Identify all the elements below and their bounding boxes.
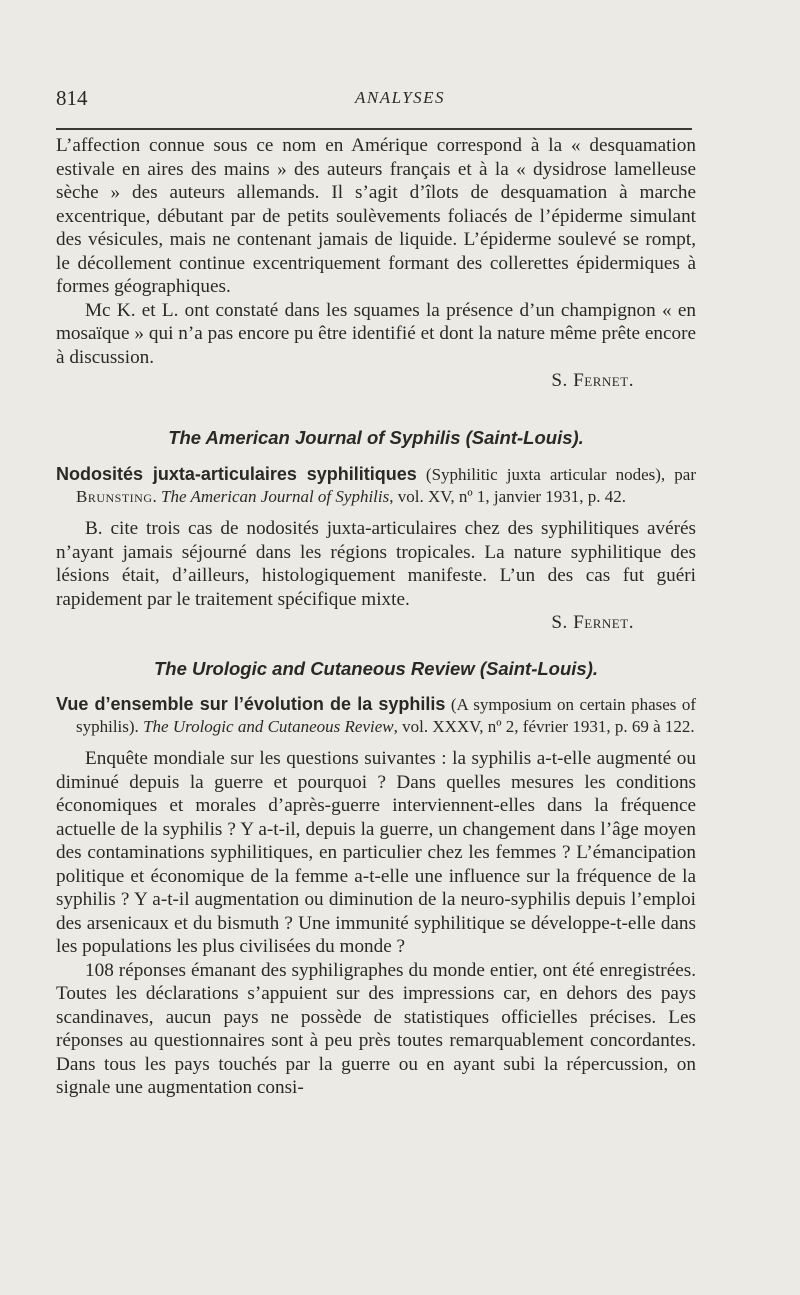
journal-name: The American Journal of Syphilis (161, 487, 390, 506)
page-content (56, 136, 696, 1100)
author-name: Brunsting (76, 487, 153, 506)
section1-paragraph-2: Mc K. et L. ont constaté dans les squames la présence d’un champignon « en mosaïque » qui n’a pas encore pu être identifié et dont la nature même prête encore à discussion. (56, 299, 696, 368)
article-title-2: Vue d’ensemble sur l’évolution de la syphilis (56, 694, 446, 714)
signature-text: S. Fernet. (551, 612, 634, 633)
journal-heading-american-journal: The American Journal of Syphilis (Saint-Louis). (168, 426, 584, 448)
header-rule (56, 128, 692, 130)
journal2-paragraph-2: 108 réponses émanant des syphiligraphes du monde entier, ont été enregistrées. Toutes les déclarations s’appuient sur des impressions car, en dehors des pays scandinaves, aucun pays ne possède de statistiques officielles précises. Les réponses au questionnaires sont à peu près toutes remarquablement concordantes. Dans tous les pays touchés par la guerre ou en ayant subi la répercussion, on signale une augmentation consi- (56, 959, 696, 1098)
article-title-1: Nodosités juxta-articulaires syphilitiques (56, 464, 417, 484)
journal1-body: B. cite trois cas de nodosités juxta-articulaires chez des syphilitiques avérés n’ayant jamais séjourné dans les régions tropicales. La nature syphilitique des lésions était, d’ailleurs, histologiquement manifeste. L’un des cas fut guéri rapidement par le traitement spécifique mixte. (56, 518, 696, 610)
section1-signature (56, 369, 696, 393)
page-number: 814 (56, 86, 88, 110)
reference-text: , vol. XV, nº 1, janvier 1931, p. 42. (389, 487, 627, 506)
journal1-signature (56, 611, 696, 635)
article-reference-1 (56, 463, 696, 508)
journal-name: The Urologic and Cutaneous Review (143, 717, 394, 736)
reference-text: , vol. XXXV, nº 2, février 1931, p. 69 à 122. (393, 717, 695, 736)
reference-text: (A symposium on certain phases of syphilis). (76, 695, 696, 736)
running-title: ANALYSES (354, 88, 446, 107)
page-header (56, 86, 744, 112)
signature-text: S. Fernet. (551, 370, 634, 391)
reference-text: . (152, 487, 162, 506)
section1-paragraph-1: L’affection connue sous ce nom en Amérique correspond à la « desquamation estivale en aires des mains » des auteurs français et à la « dysidrose lamelleuse sèche » des auteurs allemands. Il s’agit d’îlots de desquamation à marche excentrique, débutant par de petits soulèvements foliacés de l’épiderme simulant des vésicules, mais ne contenant jamais de liquide. L’épiderme soulevé se rompt, le décollement continue excentriquement formant des collerettes épidermiques à formes géographiques. (56, 135, 696, 297)
reference-text: (Syphilitic juxta articular nodes), par (416, 465, 696, 484)
article-reference-2 (56, 693, 696, 738)
journal-heading-urologic-review: The Urologic and Cutaneous Review (Saint-Louis). (153, 657, 599, 679)
journal2-paragraph-1: Enquête mondiale sur les questions suivantes : la syphilis a-t-elle augmenté ou diminué depuis la guerre et pourquoi ? Dans quelles mesures les conditions économiques et morales d’après-guerre interviennent-elles dans la fréquence actuelle de la syphilis ? Y a-t-il, depuis la guerre, un changement dans l’âge moyen des contaminations syphilitiques, en particulier chez les femmes ? L’émancipation politique et économique de la femme a-t-elle une influence sur la fréquence de la syphilis ? Y a-t-il augmentation ou diminution de la neuro-syphilis depuis l’emploi des arsenicaux et du bismuth ? Une immunité syphilitique se développe-t-elle dans les populations les plus civilisées du monde ? (56, 748, 696, 957)
